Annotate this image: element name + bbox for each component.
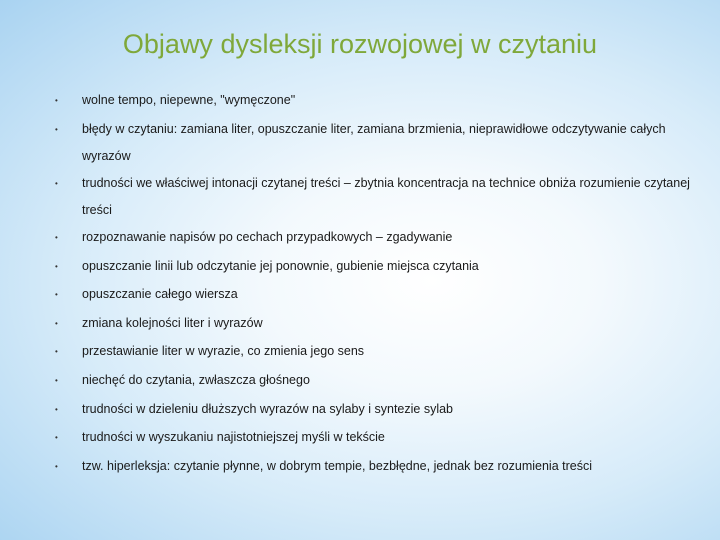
bullet-icon: • xyxy=(55,179,58,188)
list-item-text: rozpoznawanie napisów po cechach przypadkowych – zgadywanie xyxy=(82,230,453,244)
bullet-icon: • xyxy=(55,376,58,385)
list-item-text: tzw. hiperleksja: czytanie płynne, w dobrym tempie, bezbłędne, jednak bez rozumienia treści xyxy=(82,459,592,473)
bullet-icon: • xyxy=(55,462,58,471)
list-item-text: trudności w dzieleniu dłuższych wyrazów na sylaby i syntezie sylab xyxy=(82,402,453,416)
bullet-icon: • xyxy=(55,347,58,356)
list-item-text: trudności w wyszukaniu najistotniejszej myśli w tekście xyxy=(82,430,385,444)
list-item-text: przestawianie liter w wyrazie, co zmienia jego sens xyxy=(82,344,365,358)
bullet-icon: • xyxy=(55,319,58,328)
list-item-text: niechęć do czytania, zwłaszcza głośnego xyxy=(82,373,310,387)
bullet-icon: • xyxy=(55,233,58,242)
list-item-text: wolne tempo, niepewne, "wymęczone" xyxy=(82,93,296,107)
list-item-text: błędy w czytaniu: zamiana liter, opuszczanie liter, zamiana brzmienia, nieprawidłowe odczytywanie całych wyrazów xyxy=(82,122,666,163)
bullet-icon: • xyxy=(55,433,58,442)
bullet-icon: • xyxy=(55,96,58,105)
bullet-icon: • xyxy=(55,125,58,134)
list-item-text: opuszczanie linii lub odczytanie jej ponownie, gubienie miejsca czytania xyxy=(82,259,479,273)
list-item-text: opuszczanie całego wiersza xyxy=(82,287,238,301)
list-item-text: trudności we właściwej intonacji czytanej treści – zbytnia koncentracja na technice obniża rozumienie czytanej treści xyxy=(82,176,690,217)
bullet-icon: • xyxy=(55,405,58,414)
bullet-icon: • xyxy=(55,290,58,299)
slide-title: Objawy dysleksji rozwojowej w czytaniu xyxy=(122,29,598,60)
list-item-text: zmiana kolejności liter i wyrazów xyxy=(82,316,263,330)
bullet-icon: • xyxy=(55,262,58,271)
